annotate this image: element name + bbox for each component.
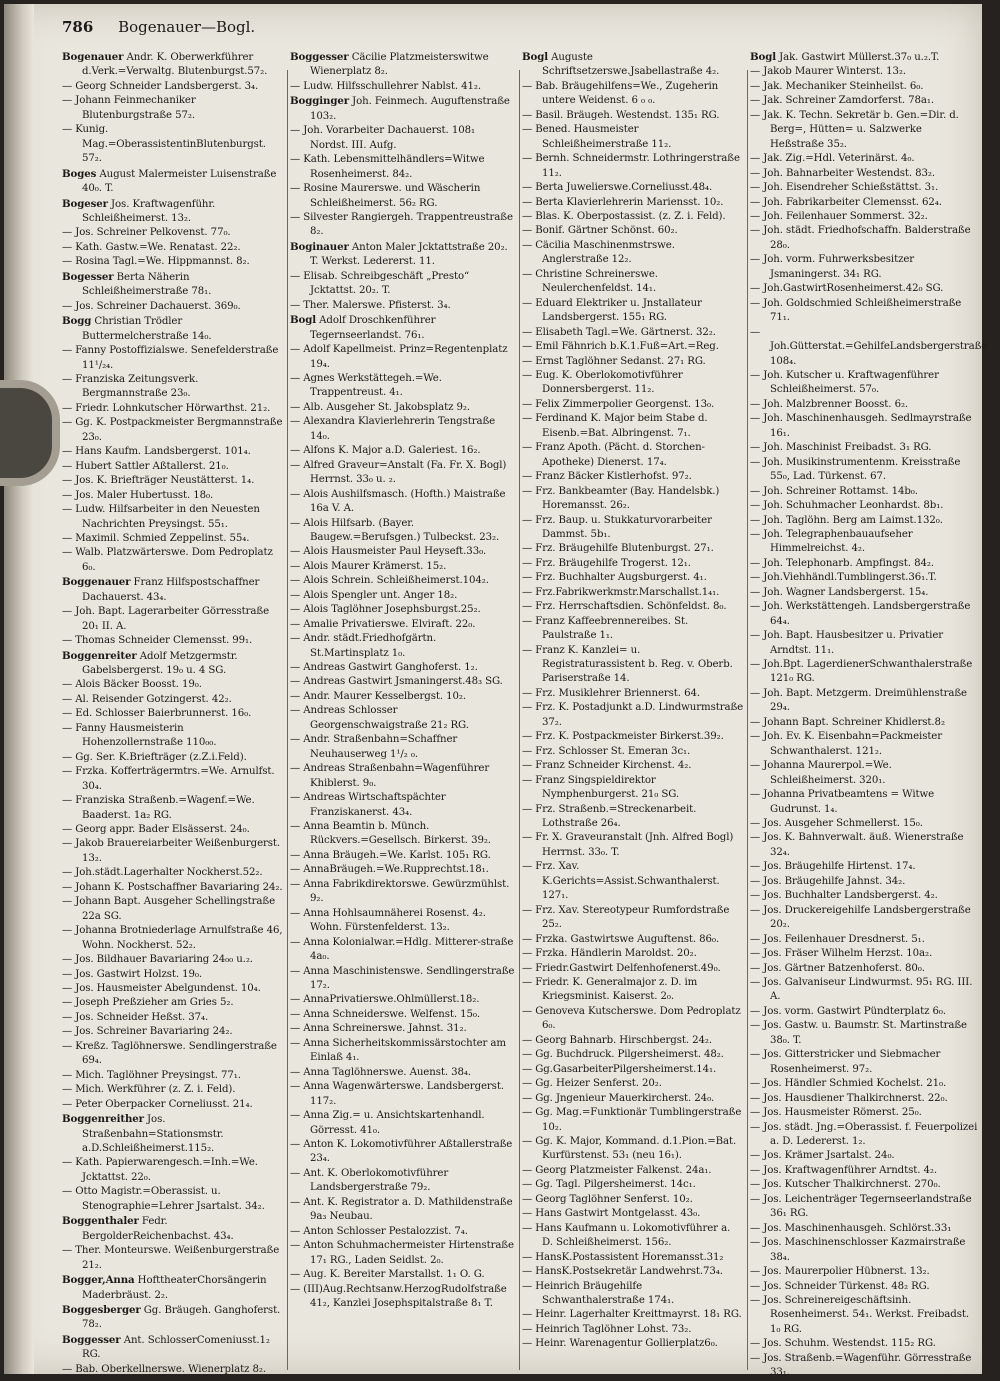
directory-entry: — Joh. Feilenhauer Sommerst. 32₂.: [750, 210, 928, 222]
directory-entry: — Andreas Schlosser Georgenschwaigstraße 21₂ RG.: [290, 705, 469, 731]
directory-entry: — Andr. Maurer Kesselbergst. 10₂.: [290, 690, 466, 702]
directory-entry: — Johann Bapt. Ausgeher Schellingstraße 22a SG.: [62, 896, 276, 922]
directory-entry: — Jos. Schneider Türkenst. 48₂ RG.: [750, 1280, 930, 1292]
directory-entry: — Mich. Werkführer (z. Z. i. Feld).: [62, 1084, 236, 1096]
directory-entry: — Jos. städt. Jng.=Oberassist. f. Feuerpolizei a. D. Ledererst. 1₂.: [750, 1121, 978, 1147]
directory-entry: — Fanny Postoffizialswe. Senefelderstraße 11¹/₂₄.: [62, 345, 279, 371]
directory-entry: — Silvester Rangiergeh. Trappentreustraße 8₂.: [290, 211, 513, 238]
directory-entry: — Kath. Papierwarengesch.=Inh.=We. Jcktattst. 22₀.: [62, 1157, 258, 1183]
directory-entry: — Franz Apoth. (Pächt. d. Storchen-Apotheke) Dienerst. 17₄.: [522, 442, 705, 468]
directory-entry: — Ther. Monteurswe. Weißenburgerstraße 21₂.: [62, 1245, 280, 1271]
directory-entry: — Gg.GasarbeiterPilgersheimerst.14₁.: [522, 1063, 717, 1075]
directory-entry: — Joh. Telegraphenbauaufseher Himmelreichst. 4₂.: [750, 528, 913, 555]
directory-entry: — Joh.GastwirtRosenheimerst.42₀ SG.: [750, 283, 944, 295]
directory-entry: — Jos. Schreinereigeschäftsinh. Rosenheimerst. 54₁. Werkst. Freibadst. 1₀ RG.: [750, 1294, 969, 1335]
directory-entry: — Frz. Bankbeamter (Bay. Handelsbk.) Horemansst. 26₂.: [522, 485, 720, 512]
directory-entry: Boggenauer Franz Hilfspostschaffner Dachauerst. 43₄.: [62, 576, 260, 603]
column-divider: [747, 70, 748, 1370]
directory-entry: — Joh. Bahnarbeiter Westendst. 83₂.: [750, 167, 936, 179]
directory-entry: — Bab. Bräugehilfens=We., Zugeherin untere Weidenst. 6 ₀ ₀.: [522, 80, 719, 107]
directory-entry: Bogl Adolf Droschkenführer Tegernseerlandst. 76₁.: [290, 314, 436, 341]
directory-entry: — Alfons K. Major a.D. Galeriest. 16₂.: [290, 445, 481, 457]
directory-entry: — Genoveva Kutscherswe. Dom Pedroplatz 6₀.: [522, 1005, 741, 1032]
directory-entry: — Bernh. Schneidermstr. Lothringerstraße 11₂.: [522, 153, 740, 179]
directory-entry: — Jos. Galvaniseur Lindwurmst. 95₁ RG. III. A.: [750, 977, 973, 1003]
directory-entry: — Frzka. Kofferträgermtrs.=We. Arnulfst. 30₄.: [62, 766, 275, 792]
column-divider: [519, 70, 520, 1370]
directory-entry: — Felix Zimmerpolier Georgenst. 13₀.: [522, 398, 715, 410]
directory-entry: — Frz. Bräugehilfe Blutenburgst. 27₁.: [522, 543, 714, 555]
directory-entry: — Ed. Schlosser Baierbrunnerst. 16₀.: [62, 708, 252, 720]
directory-entry: — Heinrich Taglöhner Lohst. 73₂.: [522, 1323, 692, 1335]
directory-entry: — Gg. Ser. K.Briefträger (z.Z.i.Feld).: [62, 751, 247, 763]
directory-column-2: [290, 50, 516, 1370]
directory-entry: — Johann K. Postschaffner Bavariaring 24₂.: [62, 881, 283, 893]
directory-entry: — HansK.Postsekretär Landwehrst.73₄.: [522, 1266, 723, 1278]
directory-entry: — Jos. Maurerpolier Hübnerst. 13₂.: [750, 1266, 930, 1278]
directory-entry: — Gg. Buchdruck. Pilgersheimerst. 48₂.: [522, 1049, 724, 1061]
directory-entry: — AnnaPrivatierswe.Ohlmüllerst.18₂.: [290, 994, 480, 1006]
directory-entry: — Fr. X. Graveuranstalt (Jnh. Alfred Bogl) Herrnst. 33₀. T.: [522, 832, 734, 858]
directory-entry: — Heinrich Bräugehilfe Schwanthalerstraße 174₁.: [522, 1280, 675, 1306]
directory-entry: — Jos. Händler Schmied Kochelst. 21₀.: [750, 1078, 947, 1090]
directory-entry: — Joh.Viehhändl.Tumblingerst.36₁.T.: [750, 572, 937, 584]
directory-entry: — Joh. Eisendreher Schießstättst. 3₁.: [750, 182, 939, 194]
directory-entry: — Frz. Schlosser St. Emeran 3c₁.: [522, 745, 691, 757]
directory-entry: — Franz Bäcker Kistlerhofst. 97₂.: [522, 471, 692, 483]
directory-entry: — Fanny Hausmeisterin Hohenzollernstraße 110₀₀.: [62, 722, 217, 749]
directory-entry: — Gg. Tagl. Pilgersheimerst. 14c₁.: [522, 1179, 696, 1191]
directory-entry: — Franziska Zeitungsverk. Bergmannstraße 23₀.: [62, 373, 199, 400]
directory-entry: — Kath. Gastw.=We. Renatast. 22₂.: [62, 241, 241, 253]
directory-entry: — Alois Taglöhner Josephsburgst.25₂.: [290, 604, 481, 616]
directory-entry: — Frz.Fabrikwerkmstr.Marschallst.1₄₁.: [522, 586, 720, 598]
directory-entry: — Joh. Bapt. Hausbesitzer u. Privatier Arndtst. 11₁.: [750, 630, 944, 656]
directory-entry: — Jos. Kraftwagenführer Arndtst. 4₂.: [750, 1164, 937, 1176]
directory-entry: — Frz. K. Postpackmeister Birkerst.39₂.: [522, 731, 724, 743]
surname-heading: Bogeser: [62, 197, 108, 210]
directory-entry: — Jos. Fräser Wilhelm Herzst. 10a₂.: [750, 948, 933, 960]
directory-entry: — Emil Fähnrich b.K.1.Fuß=Art.=Reg.: [522, 341, 719, 353]
directory-entry: — Gg. Jngenieur Mauerkircherst. 24₀.: [522, 1092, 715, 1104]
directory-entry: — Ernst Taglöhner Sedanst. 27₁ RG.: [522, 355, 706, 367]
surname-heading: Boggenreiter: [62, 649, 137, 662]
directory-entry: — Alfred Graveur=Anstalt (Fa. Fr. X. Bogl) Herrnst. 33₀ u. ₂.: [290, 459, 507, 486]
directory-entry: — Cäcilia Maschinenmstrswe. Anglerstraße 12₂.: [522, 239, 675, 266]
directory-entry: — Anna Bräugeh.=We. Karlst. 105₁ RG.: [290, 849, 491, 861]
directory-entry: — Joh. Telephonarb. Ampfingst. 84₂.: [750, 557, 934, 569]
directory-entry: — Anton Schuhmachermeister Hirtenstraße 17₁ RG., Laden Seidlst. 2₀.: [290, 1240, 514, 1266]
directory-entry: Boggenreither Jos. Straßenbahn=Stationsmstr. a.D.Schleißheimerst.115₂.: [62, 1113, 224, 1154]
directory-entry: — Jos. Schuhm. Westendst. 115₂ RG.: [750, 1338, 936, 1350]
directory-entry: — Joh. Bapt. Metzgerm. Dreimühlenstraße 29₄.: [750, 687, 967, 714]
directory-entry: — Thomas Schneider Clemensst. 99₁.: [62, 635, 253, 647]
directory-entry: — Basil. Bräugeh. Westendst. 135₁ RG.: [522, 109, 720, 121]
directory-entry: — Jos. Maschinenhausgeh. Schlörst.33₁: [750, 1222, 952, 1234]
directory-entry: — Anna Taglöhnerswe. Auenst. 38₄.: [290, 1066, 471, 1078]
directory-entry: — Georg appr. Bader Elsässerst. 24₀.: [62, 824, 250, 836]
directory-entry: — Anna Schreinerswe. Jahnst. 31₂.: [290, 1023, 467, 1035]
directory-entry: — Anna Maschinistenswe. Sendlingerstraße 17₂.: [290, 965, 515, 991]
directory-entry: — Jakob Brauereiarbeiter Weißenburgerst. 13₂.: [62, 838, 281, 864]
directory-entry: — HansK.Postassistent Horemansst.31₂: [522, 1251, 724, 1263]
directory-entry: — Joh. städt. Friedhofschaffn. Balderstraße 28₀.: [750, 225, 971, 251]
directory-entry: — Frz. Xav. K.Gerichts=Assist.Schwanthalerst. 127₁.: [522, 861, 720, 902]
directory-entry: — Johann Bapt. Schreiner Khidlerst.8₂: [750, 716, 945, 728]
directory-entry: Bogginger Joh. Feinmech. Auguftenstraße 103₂.: [290, 95, 510, 122]
directory-entry: Bogl Auguste Schriftsetzerswe.Jsabellastraße 4₂.: [522, 51, 720, 78]
directory-entry: — Jos. Gastwirt Holzst. 19₀.: [62, 968, 202, 980]
directory-entry: — Anna Schneiderswe. Welfenst. 15₀.: [290, 1008, 481, 1020]
directory-entry: — Jos. K. Briefträger Neustätterst. 1₄.: [62, 475, 255, 487]
directory-entry: — Rosine Maurerswe. und Wäscherin Schleißheimerst. 56₂ RG.: [290, 183, 481, 209]
column-divider: [287, 70, 288, 1370]
directory-entry: — Joh. Maschinenhausgeh. Sedlmayrstraße 16₁.: [750, 413, 972, 439]
directory-entry: — Joh. Ev. K. Eisenbahn=Packmeister Schwanthalerst. 121₂.: [750, 731, 943, 757]
directory-entry: — Jos. Schneider Heßst. 37₄.: [62, 1011, 209, 1023]
directory-entry: — Joh. Goldschmied Schleißheimerstraße 71₁.: [750, 297, 962, 324]
directory-entry: — Jos. Kutscher Thalkirchnerst. 270₀.: [750, 1179, 941, 1191]
directory-entry: — Joh. Maschinist Freibadst. 3₁ RG.: [750, 442, 932, 454]
directory-entry: — Jakob Maurer Winterst. 13₂.: [750, 66, 907, 78]
directory-entry: — Gg. K. Major, Kommand. d.1.Pion.=Bat. Kurfürstenst. 53₁ (neu 16₁).: [522, 1135, 737, 1162]
directory-entry: — Ant. K. Oberlokomotivführer Landsbergerstraße 79₂.: [290, 1167, 449, 1194]
directory-entry: — Friedr.Gastwirt Delfenhofenerst.49₀.: [522, 962, 721, 974]
surname-heading: Boginauer: [290, 240, 349, 253]
directory-entry: — Alois Bäcker Boosst. 19₀.: [62, 679, 202, 691]
directory-entry: — Kath. Lebensmittelhändlers=Witwe Rosenheimerst. 84₂.: [290, 154, 485, 180]
surname-heading: Boggesser: [62, 1333, 121, 1346]
directory-entry: — Frzka. Gastwirtswe Auguftenst. 86₀.: [522, 933, 719, 945]
directory-entry: — Georg Taglöhner Senferst. 10₂.: [522, 1193, 693, 1205]
directory-entry: — Friedr. K. Generalmajor z. D. im Kriegsminist. Kaiserst. 2₀.: [522, 977, 698, 1003]
directory-entry: — Hans Kaufmann u. Lokomotivführer a. D. Schleißheimerst. 156₂.: [522, 1222, 731, 1249]
directory-entry: — Andreas Gastwirt Jsmaningerst.48₃ SG.: [290, 676, 503, 688]
directory-entry: — Alb. Ausgeher St. Jakobsplatz 9₂.: [290, 401, 471, 413]
directory-entry: — Georg Bahnarb. Hirschbergst. 24₂.: [522, 1034, 713, 1046]
surname-heading: Bogl: [290, 314, 316, 327]
directory-entry: — Otto Magistr.=Oberassist. u. Stenographie=Lehrer Jsartalst. 34₂.: [62, 1186, 265, 1212]
directory-entry: — Jos. Schreiner Dachauerst. 369₀.: [62, 300, 241, 312]
directory-entry: Bogl Jak. Gastwirt Müllerst.37₀ u.₂.T.: [750, 51, 940, 63]
directory-entry: Boggesser Cäcilie Platzmeisterswitwe Wienerplatz 8₂.: [290, 51, 489, 78]
directory-entry: — Hans Gastwirt Montgelasst. 43₀.: [522, 1208, 701, 1220]
directory-entry: — Jos. Gitterstricker und Siebmacher Rosenheimerst. 97₂.: [750, 1049, 941, 1075]
directory-entry: — Jos. Bräugehilfe Jahnst. 34₂.: [750, 875, 906, 887]
directory-entry: — Gg. K. Postpackmeister Bergmannstraße 23₀.: [62, 417, 283, 443]
directory-entry: — Jos. vorm. Gastwirt Pündterplatz 6₀.: [750, 1005, 947, 1017]
directory-entry: — Gg. Heizer Senferst. 20₂.: [522, 1078, 662, 1090]
directory-entry: — Alexandra Klavierlehrerin Tengstraße 14₀.: [290, 416, 496, 442]
directory-entry: — Andr. städt.Friedhofgärtn. St.Martinsplatz 1₀.: [290, 633, 437, 659]
directory-entry: — Bonif. Gärtner Schönst. 60₂.: [522, 225, 678, 237]
directory-entry: — Eug. K. Oberlokomotivführer Donnersbergerst. 11₂.: [522, 369, 683, 396]
directory-entry: — Franz K. Kanzlei= u. Registraturassistent b. Reg. v. Oberb. Pariserstraße 14.: [522, 644, 733, 685]
directory-entry: Boginauer Anton Maler Jcktattstraße 20₂. T. Werkst. Ledererst. 11.: [290, 240, 508, 268]
directory-entry: — Andreas Wirtschaftspächter Franziskanerst. 43₄.: [290, 792, 446, 818]
directory-entry: — Frz. K. Postadjunkt a.D. Lindwurmstraße 37₂.: [522, 702, 744, 728]
directory-entry: — Jos. Buchhalter Landsbergerst. 4₂.: [750, 890, 938, 902]
directory-entry: Bogg Christian Trödler Buttermelcherstraße 14₀.: [62, 315, 212, 342]
directory-entry: — Kunig. Mag.=OberassistentinBlutenburgst. 57₂.: [62, 124, 266, 165]
directory-entry: — Jos. K. Bahnverwalt. äuß. Wienerstraße 32₄.: [750, 832, 964, 858]
directory-entry: — Kreßz. Taglöhnerswe. Sendlingerstraße 69₄.: [62, 1040, 277, 1067]
directory-entry: — Anna Kolonialwar.=Hdlg. Mitterer-straße 4a₀.: [290, 936, 514, 963]
directory-entry: — Jos. Bräugehilfe Hirtenst. 17₄.: [750, 861, 916, 873]
directory-entry: — Jos. Hausmeister Abelgundenst. 10₄.: [62, 983, 261, 994]
directory-entry: — Rosina Tagl.=We. Hippmannst. 8₂.: [62, 256, 250, 268]
directory-entry: — Jos. Leichenträger Tegernseerlandstraße 36₁ RG.: [750, 1193, 972, 1220]
directory-entry: — Bab. Oberkellnerswe. Wienerplatz 8₂.: [62, 1363, 266, 1375]
directory-entry: — Joh. Fabrikarbeiter Clemensst. 62₄.: [750, 196, 942, 208]
directory-entry: — Jos. Straßenb.=Wagenführ. Görresstraße 33₁.: [750, 1352, 972, 1379]
directory-entry: — Jos. Hausmeister Römerst. 25₀.: [750, 1107, 922, 1119]
directory-entry: — Heinr. Lagerhalter Kreittmayrst. 18₁ RG.: [522, 1309, 742, 1321]
directory-entry: — Joh. Schuhmacher Leonhardst. 8b₁.: [750, 500, 944, 512]
directory-entry: — Frz. Straßenb.=Streckenarbeit. Lothstraße 26₄.: [522, 803, 697, 830]
directory-entry: Boges August Malermeister Luisenstraße 40₀. T.: [62, 167, 277, 195]
directory-column-3: [522, 50, 744, 1370]
directory-entry: — (III)Aug.Rechtsanw.HerzogRudolfstraße 41₂, Kanzlei Josephspitalstraße 8₁ T.: [290, 1283, 507, 1309]
surname-heading: Bogl: [750, 51, 776, 63]
directory-entry: — Franz Singspieldirektor Nymphenburgerst. 21₀ SG.: [522, 774, 680, 801]
directory-entry: — Jos. Schreiner Bavariaring 24₂.: [62, 1026, 233, 1038]
directory-entry: Bogesser Berta Näherin Schleißheimerstraße 78₁.: [62, 270, 212, 298]
surname-heading: Bogesser: [62, 270, 114, 283]
directory-entry: — Frz. Xav. Stereotypeur Rumfordstraße 25₂.: [522, 904, 730, 931]
directory-entry: — Joh. Werkstättengeh. Landsbergerstraße 64₄.: [750, 601, 971, 627]
directory-entry: — Johann Feinmechaniker Blutenburgstraße 57₂.: [62, 95, 196, 121]
directory-entry: — Christine Schreinerswe. Neulerchenfeldst. 14₁.: [522, 268, 658, 295]
directory-column-1: [62, 50, 284, 1375]
directory-entry: — Andr. Straßenbahn=Schaffner Neuhauserweg 1¹/₂ ₀.: [290, 734, 458, 760]
directory-entry: — Friedr. Lohnkutscher Hörwarthst. 21₂.: [62, 402, 271, 414]
directory-entry: — Andreas Straßenbahn=Wagenführer Khiblerst. 9₀.: [290, 763, 490, 789]
directory-entry: — Joh.städt.Lagerhalter Nockherst.52₂.: [62, 867, 263, 879]
directory-entry: — Anna Hohlsaumnäherei Rosenst. 4₂. Wohn. Fürstenfelderst. 13₂.: [290, 907, 486, 934]
directory-entry: — Elisabeth Tagl.=We. Gärtnerst. 32₂.: [522, 326, 716, 338]
directory-entry: — Anna Fabrikdirektorswe. Gewürzmühlst. 9₂.: [290, 878, 510, 905]
directory-entry: — Joh. Malzbrenner Boosst. 6₂.: [750, 398, 909, 410]
directory-entry: Boggenreiter Adolf Metzgermstr. Gabelsbergerst. 19₀ u. 4 SG.: [62, 649, 238, 677]
directory-entry: — Aug. K. Bereiter Marstallst. 1₁ O. G.: [290, 1269, 485, 1281]
directory-entry: — Joh. Musikinstrumentenm. Kreisstraße 55₀, Lad. Türkenst. 67.: [750, 456, 961, 483]
directory-entry: — Alois Spengler unt. Anger 18₂.: [290, 589, 458, 601]
page-header: [62, 18, 962, 44]
directory-entry: — Johanna Maurerpol.=We. Schleißheimerst. 320₁.: [750, 760, 892, 786]
directory-entry: — Joh.Gütterstat.=GehilfeLandsbergerstraße 108₄.: [750, 326, 988, 367]
directory-entry: — Georg Platzmeister Falkenst. 24a₁.: [522, 1164, 712, 1176]
directory-entry: — Peter Oberpacker Corneliusst. 21₄.: [62, 1098, 253, 1110]
surname-heading: Boggenreither: [62, 1113, 144, 1126]
directory-entry: — Anton K. Lokomotivführer Aßtallerstraße 23₄.: [290, 1138, 513, 1165]
directory-entry: — Ludw. Hilfsarbeiter in den Neuesten Nachrichten Preysingst. 55₁.: [62, 504, 260, 530]
directory-entry: — Anna Zig.= u. Ansichtskartenhandl. Görresst. 41₀.: [290, 1110, 485, 1136]
directory-entry: — Joh. Bapt. Lagerarbeiter Görresstraße 20₁ II. A.: [62, 606, 270, 632]
surname-heading: Boges: [62, 167, 97, 180]
directory-entry: — Hans Kaufm. Landsbergerst. 101₄.: [62, 446, 251, 458]
directory-entry: Boggesser Ant. SchlosserComeniusst.1₂ RG.: [62, 1333, 270, 1361]
directory-entry: Boggenthaler Fedr. BergolderReichenbachst. 43₄.: [62, 1215, 234, 1242]
surname-heading: Boggesberger: [62, 1303, 141, 1316]
directory-entry: — Anna Sicherheitskommissärstochter am Einlaß 4₁.: [290, 1037, 506, 1064]
surname-heading: Bogenauer: [62, 51, 124, 63]
directory-entry: — Jos. Maler Hubertusst. 18₀.: [62, 489, 214, 501]
page-number: 786: [62, 18, 94, 36]
directory-entry: — Jos. Ausgeher Schmellerst. 15₀.: [750, 818, 923, 830]
directory-entry: — Heinr. Warenagentur Gollierplatz6₀.: [522, 1338, 718, 1350]
surname-heading: Bogl: [522, 51, 548, 63]
directory-entry: — Franz Kaffeebrennereibes. St. Paulstraße 1₁.: [522, 615, 689, 642]
surname-heading: Boggenthaler: [62, 1215, 139, 1228]
directory-entry: Bogenauer Andr. K. Oberwerkführer d.Verk.=Verwaltg. Blutenburgst.57₂.: [62, 51, 268, 78]
directory-entry: — Mich. Taglöhner Preysingst. 77₁.: [62, 1069, 241, 1081]
directory-entry: — Andreas Gastwirt Ganghoferst. 1₂.: [290, 662, 478, 674]
directory-entry: — Anna Beamtin b. Münch. Rückvers.=Gesellsch. Birkerst. 39₂.: [290, 821, 491, 847]
binder-ring: [0, 380, 60, 486]
directory-entry: — Agnes Werkstättegeh.=We. Trappentreust. 4₁.: [290, 372, 442, 399]
directory-entry: — Walb. Platzwärterswe. Dom Pedroplatz 6₀.: [62, 547, 273, 573]
directory-entry: — Franz Schneider Kirchenst. 4₂.: [522, 760, 692, 772]
directory-entry: — Blas. K. Oberpostassist. (z. Z. i. Feld).: [522, 210, 726, 222]
directory-entry: — Gg. Mag.=Funktionär Tumblingerstraße 10₂.: [522, 1107, 742, 1133]
directory-entry: — Joh.Bpt. LagerdienerSchwanthalerstraße 121₀ RG.: [750, 659, 973, 685]
directory-entry: — Joh. Vorarbeiter Dachauerst. 108₁ Nordst. III. Aufg.: [290, 125, 475, 151]
directory-entry: — Joh. Kutscher u. Kraftwagenführer Schleißheimerst. 57₀.: [750, 369, 939, 396]
running-title: Bogenauer—Bogl.: [118, 18, 256, 36]
directory-entry: — Jos. Hausdiener Thalkirchnerst. 22₀.: [750, 1092, 948, 1104]
directory-entry: — Anton Schlosser Pestalozzist. 7₄.: [290, 1225, 468, 1237]
directory-entry: — Alois Schrein. Schleißheimerst.104₂.: [290, 575, 489, 587]
directory-entry: — Ther. Malerswe. Pfisterst. 3₄.: [290, 299, 451, 311]
directory-entry: — Jos. Krämer Jsartalst. 24₀.: [750, 1150, 895, 1162]
directory-entry: — Franziska Straßenb.=Wagenf.=We. Baaderst. 1a₂ RG.: [62, 795, 255, 821]
directory-entry: — Adolf Kapellmeist. Prinz=Regentenplatz 19₄.: [290, 344, 508, 370]
surname-heading: Bogginger: [290, 95, 350, 108]
directory-entry: — Jak. K. Techn. Sekretär b. Gen.=Dir. d. Berg=, Hütten= u. Salzwerke Heßstraße 35₂.: [750, 109, 959, 150]
directory-entry: Bogger,Anna HofttheaterChorsängerin Maderbräust. 2₂.: [62, 1274, 267, 1301]
directory-entry: — Frz. Musiklehrer Briennerst. 64.: [522, 687, 700, 699]
directory-entry: Boggesberger Gg. Bräugeh. Ganghoferst. 78₂.: [62, 1303, 281, 1331]
directory-entry: — Joh. Schreiner Rottamst. 14b₀.: [750, 485, 918, 497]
directory-entry: — Alois Hausmeister Paul Heyseft.33₀.: [290, 546, 487, 558]
directory-entry: — Joh. Taglöhn. Berg am Laimst.132₀.: [750, 514, 943, 526]
directory-entry: — Jos. Gastw. u. Baumstr. St. Martinstraße 38₀. T.: [750, 1020, 967, 1046]
directory-entry: Bogeser Jos. Kraftwagenführ. Schleißheimerst. 13₂.: [62, 197, 216, 224]
directory-entry: — Frz. Herrschaftsdien. Schönfeldst. 8₀.: [522, 601, 727, 613]
directory-entry: — Ludw. Hilfsschullehrer Nablst. 41₂.: [290, 80, 481, 92]
directory-entry: — Jak. Zig.=Hdl. Veterinärst. 4₀.: [750, 153, 915, 165]
directory-entry: — Jos. Schreiner Pelkovenst. 77₀.: [62, 227, 231, 239]
directory-entry: — Anna Wagenwärterswe. Landsbergerst. 117₂.: [290, 1081, 504, 1107]
directory-entry: — Jos. Bildhauer Bavariaring 24₀₀ u.₂.: [62, 954, 253, 966]
directory-entry: — Frz. Bräugehilfe Trogerst. 12₁.: [522, 557, 691, 569]
directory-entry: — Jos. Druckereigehilfe Landsbergerstraße 20₂.: [750, 904, 971, 931]
surname-heading: Boggenauer: [62, 576, 131, 589]
directory-entry: — Amalie Privatierswe. Elviraft. 22₀.: [290, 618, 476, 630]
directory-entry: — Joh. Wagner Landsbergerst. 15₄.: [750, 586, 929, 598]
surname-heading: Bogger,Anna: [62, 1274, 135, 1287]
directory-entry: — Elisab. Schreibgeschäft „Presto“ Jcktattst. 20₂. T.: [290, 270, 470, 297]
directory-entry: — Jak. Mechaniker Steinheilst. 6₀.: [750, 80, 924, 92]
directory-entry: — Berta Klavierlehrerin Mariensst. 10₂.: [522, 196, 724, 208]
directory-entry: — Ant. K. Registrator a. D. Mathildenstraße 9a₃ Neubau.: [290, 1196, 513, 1223]
directory-entry: — Joh. vorm. Fuhrwerksbesitzer Jsmaningerst. 34₁ RG.: [750, 254, 915, 280]
directory-entry: — Jos. Feilenhauer Dresdnerst. 5₁.: [750, 933, 925, 945]
directory-entry: — Georg Schneider Landsbergerst. 3₄.: [62, 80, 259, 92]
directory-entry: — Alois Aushilfsmasch. (Hofth.) Maistraße 16a V. A.: [290, 488, 506, 515]
directory-entry: — Alois Maurer Krämerst. 15₂.: [290, 560, 447, 572]
directory-entry: — Eduard Elektriker u. Jnstallateur Landsbergerst. 155₁ RG.: [522, 297, 702, 324]
surname-heading: Bogg: [62, 315, 92, 328]
directory-entry: — Ferdinand K. Major beim Stabe d. Eisenb.=Bat. Albringenst. 7₁.: [522, 413, 708, 439]
directory-column-4: [750, 50, 988, 1379]
directory-entry: — Hubert Sattler Aßtallerst. 21₀.: [62, 460, 229, 472]
directory-entry: — Jos. Maschinenschlosser Kazmairstraße 38₄.: [750, 1237, 966, 1263]
page-spine-shadow: [4, 4, 34, 1374]
directory-entry: — Frz. Baup. u. Stukkaturvorarbeiter Dammst. 5b₁.: [522, 514, 712, 540]
directory-entry: — Berta Juwelierswe.Corneliusst.48₄.: [522, 182, 713, 194]
directory-entry: — Jos. Gärtner Batzenhoferst. 80₀.: [750, 962, 925, 974]
directory-entry: — Johanna Privatbeamtens = Witwe Gudrunst. 1₄.: [750, 789, 935, 815]
directory-entry: — AnnaBräugeh.=We.Rupprechtst.18₁.: [290, 864, 489, 876]
directory-entry: — Frzka. Händlerin Maroldst. 20₂.: [522, 948, 697, 960]
directory-entry: — Johanna Brotniederlage Arnulfstraße 46, Wohn. Nockherst. 52₂.: [62, 925, 283, 951]
directory-entry: — Frz. Buchhalter Augsburgerst. 4₁.: [522, 572, 707, 584]
surname-heading: Boggesser: [290, 51, 349, 63]
directory-entry: — Maximil. Schmied Zeppelinst. 55₄.: [62, 532, 250, 544]
directory-entry: — Al. Reisender Gotzingerst. 42₂.: [62, 693, 232, 705]
directory-entry: — Alois Hilfsarb. (Bayer. Baugew.=Berufsgen.) Tulbeckst. 23₂.: [290, 517, 500, 543]
directory-entry: — Jak. Schreiner Zamdorferst. 78a₁.: [750, 95, 934, 107]
directory-entry: — Joseph Preßzieher am Gries 5₂.: [62, 997, 234, 1009]
directory-entry: — Bened. Hausmeister Schleißheimerstraße 11₂.: [522, 124, 672, 150]
